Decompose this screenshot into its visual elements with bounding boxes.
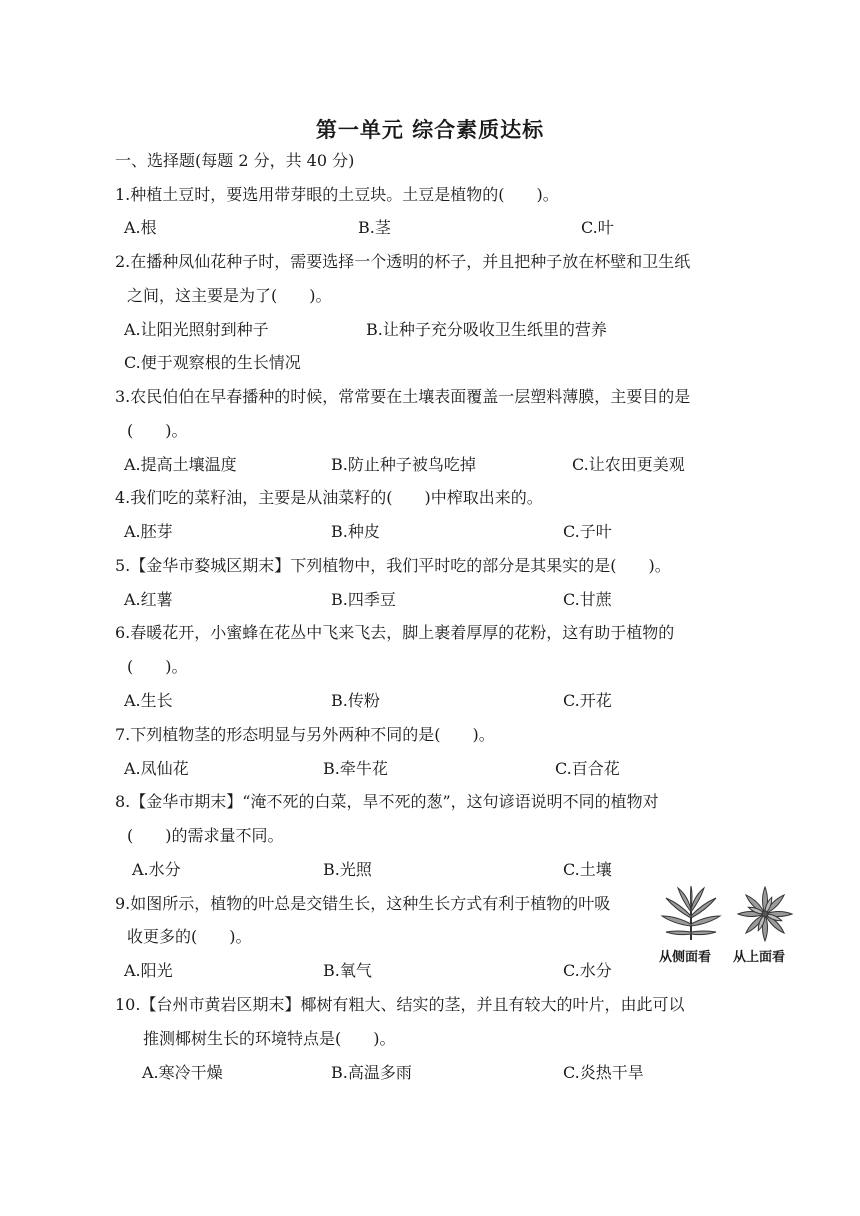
- q7-stem: 7.下列植物茎的形态明显与另外两种不同的是( )。: [115, 725, 495, 744]
- q4-stem: 4.我们吃的菜籽油，主要是从油菜籽的( )中榨取出来的。: [115, 488, 543, 507]
- q1-option-a: A.根: [124, 218, 157, 237]
- q10-option-a: A.寒冷干燥: [142, 1063, 223, 1082]
- q2-stem-line2: 之间，这主要是为了( )。: [127, 286, 332, 305]
- q9-stem-line1: 9.如图所示，植物的叶总是交错生长，这种生长方式有利于植物的叶吸: [115, 894, 611, 913]
- q10-option-c: C.炎热干旱: [563, 1063, 644, 1082]
- q4-option-a: A.胚芽: [124, 522, 173, 541]
- q4-option-b: B.种皮: [331, 522, 380, 541]
- q8-option-b: B.光照: [323, 860, 372, 879]
- section-heading: 一、选择题(每题 2 分，共 40 分): [115, 151, 355, 170]
- q7-option-b: B.牵牛花: [323, 759, 388, 778]
- q3-option-b: B.防止种子被鸟吃掉: [331, 455, 476, 474]
- q1-option-b: B.茎: [358, 218, 391, 237]
- q9-option-a: A.阳光: [124, 961, 173, 980]
- q8-stem-line2: ( )的需求量不同。: [127, 826, 284, 845]
- q7-option-a: A.凤仙花: [124, 759, 189, 778]
- q3-stem-line1: 3.农民伯伯在早春播种的时候，常常要在土壤表面覆盖一层塑料薄膜，主要目的是: [115, 387, 691, 406]
- q2-option-b: B.让种子充分吸收卫生纸里的营养: [366, 320, 607, 339]
- q6-option-b: B.传粉: [331, 691, 380, 710]
- q6-stem-line1: 6.春暖花开，小蜜蜂在花丛中飞来飞去，脚上裹着厚厚的花粉，这有助于植物的: [115, 623, 675, 642]
- q8-option-c: C.土壤: [563, 860, 612, 879]
- q2-option-a: A.让阳光照射到种子: [124, 320, 269, 339]
- q6-option-c: C.开花: [563, 691, 612, 710]
- q10-stem-line2: 推测椰树生长的环境特点是( )。: [143, 1029, 396, 1048]
- q8-stem-line1: 8.【金华市期末】“淹不死的白菜，旱不死的葱”，这句谚语说明不同的植物对: [115, 792, 659, 811]
- q1-stem: 1.种植土豆时，要选用带芽眼的土豆块。土豆是植物的( )。: [115, 185, 559, 204]
- q9-stem-line2: 收更多的( )。: [127, 927, 252, 946]
- q5-option-b: B.四季豆: [331, 590, 396, 609]
- q6-stem-line2: ( )。: [127, 657, 188, 676]
- q10-option-b: B.高温多雨: [331, 1063, 412, 1082]
- q5-option-c: C.甘蔗: [563, 590, 612, 609]
- q3-option-c: C.让农田更美观: [572, 455, 685, 474]
- q5-stem: 5.【金华市婺城区期末】下列植物中，我们平时吃的部分是其果实的是( )。: [115, 556, 671, 575]
- side-view-plant-illustration: [660, 886, 722, 942]
- q7-option-c: C.百合花: [555, 759, 620, 778]
- q9-option-c: C.水分: [563, 961, 612, 980]
- q1-option-c: C.叶: [581, 218, 614, 237]
- q8-option-a: A.水分: [132, 860, 181, 879]
- q3-option-a: A.提高土壤温度: [124, 455, 237, 474]
- q4-option-c: C.子叶: [563, 522, 612, 541]
- q3-stem-line2: ( )。: [127, 421, 188, 440]
- q6-option-a: A.生长: [124, 691, 173, 710]
- caption-side-view: 从侧面看: [659, 950, 712, 965]
- q2-stem-line1: 2.在播种凤仙花种子时，需要选择一个透明的杯子，并且把种子放在杯壁和卫生纸: [115, 252, 691, 271]
- caption-top-view: 从上面看: [733, 950, 786, 965]
- top-view-plant-illustration: [734, 886, 796, 942]
- q2-option-c: C.便于观察根的生长情况: [124, 353, 301, 372]
- q10-stem-line1: 10.【台州市黄岩区期末】椰树有粗大、结实的茎，并且有较大的叶片，由此可以: [115, 995, 685, 1014]
- q5-option-a: A.红薯: [124, 590, 173, 609]
- page-title: 第一单元 综合素质达标: [315, 118, 545, 142]
- q9-option-b: B.氧气: [323, 961, 372, 980]
